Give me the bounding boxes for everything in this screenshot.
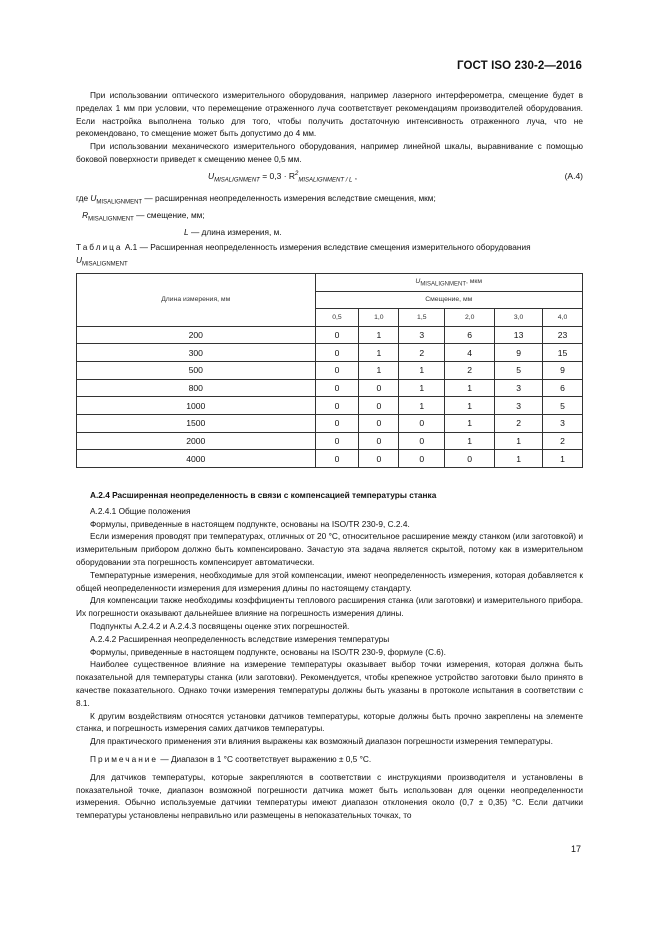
table-caption: Таблица A.1 — Расширенная неопределенность измерения вследствие смещения измерительного оборудования $U_{MISALIGNMENT}$ xyxy=(76,242,531,268)
value-cell: 1 xyxy=(359,326,399,344)
length-cell: 4000 xyxy=(77,450,316,468)
body-paragraph: Формулы, приведенные в настоящем подпункте, основаны на ISO/TR 230-9, С.2.4. xyxy=(90,518,410,529)
length-cell: 300 xyxy=(77,344,316,362)
formula-expression: $U_{MISALIGNMENT} = 0,3 \cdot R^2_{MISALIGNMENT / L}$ , xyxy=(208,171,358,184)
offset-header-cell: 2,0 xyxy=(445,309,495,327)
value-cell: 1 xyxy=(543,450,583,468)
table-row xyxy=(77,344,583,362)
value-cell: 1 xyxy=(399,379,445,397)
value-cell: 1 xyxy=(495,450,543,468)
section-a24 xyxy=(76,489,583,822)
body-paragraph: Подпункты A.2.4.2 и A.2.4.3 посвящены оценке этих погрешностей. xyxy=(90,620,350,631)
value-cell: 1 xyxy=(399,397,445,415)
value-cell: 0 xyxy=(359,414,399,432)
offset-header-cell: 0,5 xyxy=(315,309,359,327)
length-cell: 500 xyxy=(77,361,316,379)
table-row xyxy=(77,432,583,450)
value-cell: 0 xyxy=(399,432,445,450)
value-cell: 9 xyxy=(495,344,543,362)
value-cell: 13 xyxy=(495,326,543,344)
offset-header-cell: 1,0 xyxy=(359,309,399,327)
value-cell: 4 xyxy=(445,344,495,362)
value-cell: 0 xyxy=(315,450,359,468)
page-number: 17 xyxy=(570,844,581,854)
body-paragraph: A.2.4.1 Общие положения xyxy=(90,505,191,516)
value-cell: 5 xyxy=(495,361,543,379)
legend-l: L — длина измерения, м. xyxy=(184,227,282,238)
value-cell: 1 xyxy=(445,432,495,450)
length-cell: 200 xyxy=(77,326,316,344)
value-cell: 2 xyxy=(445,361,495,379)
value-cell: 3 xyxy=(399,326,445,344)
value-cell: 0 xyxy=(315,344,359,362)
body-paragraph: Если измерения проводят при температурах, отличных от 20 °С, относительное расширение между станком (или заготовкой) и измерительным прибором должно быть компенсировано. Зачастую эта задача является скрытой, потому как в измерительном оборудовании эта погрешность компенсирует автоматически. xyxy=(76,531,583,567)
value-cell: 0 xyxy=(399,450,445,468)
length-cell: 1500 xyxy=(77,414,316,432)
col-header-uncertainty: $U_{MISALIGNMENT}$, мкм xyxy=(315,274,583,292)
table-row xyxy=(77,326,583,344)
value-cell: 15 xyxy=(543,344,583,362)
body-paragraph: Формулы, приведенные в настоящем подпункте, основаны на ISO/TR 230-9, формуле (С.6). xyxy=(90,646,446,657)
value-cell: 0 xyxy=(315,326,359,344)
table-row xyxy=(77,397,583,415)
col-header-length: Длина измерения, мм xyxy=(77,274,316,327)
offset-header-cell: 1,5 xyxy=(399,309,445,327)
value-cell: 0 xyxy=(359,450,399,468)
value-cell: 3 xyxy=(495,379,543,397)
standard-header: ГОСТ ISO 230-2—2016 xyxy=(457,60,582,72)
length-cell: 800 xyxy=(77,379,316,397)
value-cell: 0 xyxy=(315,361,359,379)
value-cell: 2 xyxy=(495,414,543,432)
legend-u: где $U_{MISALIGNMENT}$ — расширенная неопределенность измерения вследствие смещения, мкм; xyxy=(76,193,436,206)
value-cell: 3 xyxy=(495,397,543,415)
value-cell: 0 xyxy=(445,450,495,468)
formula-number: (A.4) xyxy=(564,171,583,181)
value-cell: 6 xyxy=(543,379,583,397)
value-cell: 23 xyxy=(543,326,583,344)
body-paragraph: Наиболее существенное влияние на измерение температуры оказывает выбор точки измерения, которая должна быть показательной для температуры станка (или заготовки). Рекомендуется, чтобы крепежное устройство заготовки было принято в качестве показательного. Однако точки измерения температуры должны быть указаны в протоколе испытания в соответствии с 8.1. xyxy=(76,659,583,708)
value-cell: 0 xyxy=(315,432,359,450)
value-cell: 6 xyxy=(445,326,495,344)
misalignment-table xyxy=(76,273,583,468)
value-cell: 1 xyxy=(495,432,543,450)
value-cell: 0 xyxy=(315,379,359,397)
intro-paragraph-1: При использовании оптического измерительного оборудования, например лазерного интерферометра, смещение будет в пределах 1 мм при условии, что перемещение отраженного луча соответствует рекомендациям производителей оборудования. Если настройка выполнена только для того, чтобы получить достаточную интенсивность отраженного луча, что не рекомендовано, то смещение может быть допустимо до 4 мм. xyxy=(76,90,583,139)
value-cell: 1 xyxy=(445,379,495,397)
value-cell: 2 xyxy=(399,344,445,362)
length-cell: 1000 xyxy=(77,397,316,415)
section-title: A.2.4 Расширенная неопределенность в связи с компенсацией температуры станка xyxy=(90,490,437,500)
value-cell: 9 xyxy=(543,361,583,379)
table-row xyxy=(77,379,583,397)
intro-paragraph-2: При использовании механического измерительного оборудования, например линейной шкалы, выравнивание с помощью боковой поверхности приведет к смещению менее 0,5 мм. xyxy=(76,141,583,164)
body-paragraph: Для практического применения эти влияния выражены как возможный диапазон погрешности измерения температуры. xyxy=(90,736,553,747)
formula-a4 xyxy=(76,171,583,185)
value-cell: 3 xyxy=(543,414,583,432)
col-header-offset: Смещение, мм xyxy=(315,291,583,309)
length-cell: 2000 xyxy=(77,432,316,450)
body-paragraph: К другим воздействиям относятся установки датчиков температуры, которые должны быть прочно закреплены на элементе станка, и погрешность измерения самих датчиков температуры. xyxy=(76,710,583,734)
value-cell: 0 xyxy=(359,432,399,450)
value-cell: 1 xyxy=(359,344,399,362)
value-cell: 1 xyxy=(445,397,495,415)
value-cell: 0 xyxy=(315,414,359,432)
value-cell: 2 xyxy=(543,432,583,450)
value-cell: 0 xyxy=(399,414,445,432)
last-paragraph: Для датчиков температуры, которые закрепляются в соответствии с инструкциями производителя и установлены в показательной точке, диапазон возможной погрешности датчика может быть использован для оценки неопределенности измерения. Обычно используемые датчики температуры имеют диапазон отклонения около (0,7 ± 0,35) °С. Если датчики температуры установлены неправильно или размещены в непоказательных точках, то xyxy=(76,771,583,821)
value-cell: 0 xyxy=(359,397,399,415)
value-cell: 1 xyxy=(399,361,445,379)
value-cell: 1 xyxy=(359,361,399,379)
table-row xyxy=(77,450,583,468)
body-paragraph: Для компенсации также необходимы коэффициенты теплового расширения станка (или заготовки) и измерительного прибора. Их погрешности оказывают дальнейшее влияние на погрешность измерения длины. xyxy=(76,595,583,619)
legend-r: $R_{MISALIGNMENT}$ — смещение, мм; xyxy=(82,210,205,223)
table-row xyxy=(77,414,583,432)
body-paragraph: Температурные измерения, необходимые для этой компенсации, имеют неопределенность измерения, которая добавляется к общей неопределенности измерения для измерения длины по настоящему стандарту. xyxy=(76,569,583,593)
value-cell: 0 xyxy=(315,397,359,415)
value-cell: 0 xyxy=(359,379,399,397)
value-cell: 5 xyxy=(543,397,583,415)
offset-header-cell: 3,0 xyxy=(495,309,543,327)
value-cell: 1 xyxy=(445,414,495,432)
table-row xyxy=(77,361,583,379)
intro-text xyxy=(76,89,583,166)
note: Примечание — Диапазон в 1 °С соответствует выражению ± 0,5 °С. xyxy=(90,753,372,764)
offset-header-cell: 4,0 xyxy=(543,309,583,327)
body-paragraph: A.2.4.2 Расширенная неопределенность вследствие измерения температуры xyxy=(90,633,390,644)
formula-legend xyxy=(76,192,436,239)
